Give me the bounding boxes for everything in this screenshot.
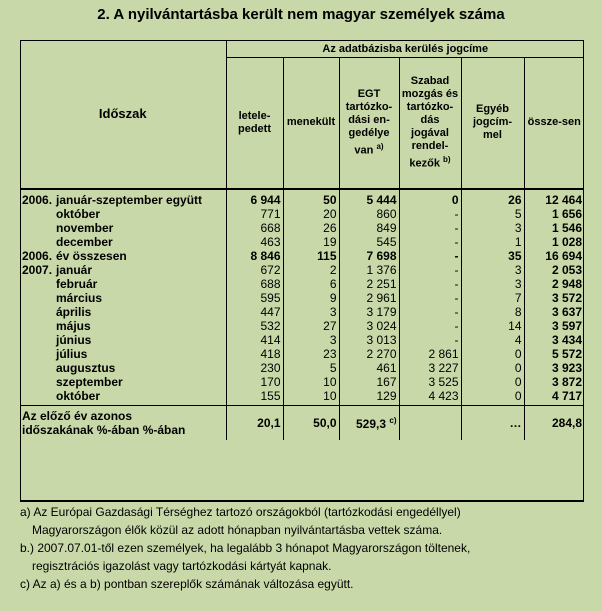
col-header-settled: letele-pedett — [226, 58, 283, 189]
footnote-b-line1: b.) 2007.07.01-től ezen személyek, ha legalább 3 hónapot Magyarországon töltenek, — [20, 541, 471, 555]
table-cell: 14 — [461, 319, 524, 333]
table-cell: 3 872 — [524, 375, 584, 389]
footer-value: 50,0 — [283, 405, 339, 440]
table-title: 2. A nyilvántartásba került nem magyar személyek száma — [97, 6, 505, 23]
row-label: december — [56, 234, 113, 249]
table-cell: 1 546 — [524, 221, 584, 235]
table-cell: 170 — [226, 375, 283, 389]
table-cell: 4 — [461, 333, 524, 347]
data-table — [20, 40, 584, 440]
table-cell: 3 434 — [524, 333, 584, 347]
table-row — [20, 319, 584, 333]
table-cell: 2 861 — [399, 347, 461, 361]
table-cell: 414 — [226, 333, 283, 347]
table-cell: 1 028 — [524, 235, 584, 249]
row-label: május — [56, 318, 91, 333]
col-header-other: Egyéb jogcím-mel — [461, 58, 524, 189]
row-label: október — [56, 388, 101, 403]
table-cell: 0 — [461, 389, 524, 406]
table-cell: 35 — [461, 249, 524, 263]
row-label: június — [56, 332, 92, 347]
table-cell: - — [399, 235, 461, 249]
group-header: Az adatbázisba kerülés jogcíme — [226, 41, 584, 58]
footer-row — [20, 405, 584, 440]
table-cell: 849 — [339, 221, 399, 235]
table-row — [20, 263, 584, 277]
row-label: november — [56, 220, 114, 235]
table-cell: 6 — [283, 277, 339, 291]
footnotes — [20, 500, 584, 593]
table-cell: 2 961 — [339, 291, 399, 305]
row-label: március — [56, 290, 103, 305]
table-cell: 3 597 — [524, 319, 584, 333]
table-cell: 5 — [461, 207, 524, 221]
table-cell: 0 — [461, 375, 524, 389]
period-header: Időszak — [20, 41, 226, 189]
footer-value: 20,1 — [226, 405, 283, 440]
table-cell: 5 444 — [339, 189, 399, 207]
row-label: 2006. év összesen — [22, 248, 127, 263]
footnote-a-line2: Magyarországon élők közül az adott hónapban nyilvántartásba vettek száma. — [32, 523, 443, 537]
footnote-b-line2: regisztrációs igazolást vagy tartózkodási kártyát kapnak. — [32, 559, 332, 573]
table-cell: - — [399, 221, 461, 235]
table-row — [20, 249, 584, 263]
row-label: február — [56, 276, 98, 291]
table-cell: 10 — [283, 389, 339, 406]
row-label: szeptember — [56, 374, 123, 389]
table-row — [20, 361, 584, 375]
table-cell: 12 464 — [524, 189, 584, 207]
table-row — [20, 207, 584, 221]
table-cell: 26 — [461, 189, 524, 207]
table-cell: 3 013 — [339, 333, 399, 347]
table-row — [20, 375, 584, 389]
row-label: 2006. január-szeptember együtt — [20, 189, 226, 207]
table-row — [20, 305, 584, 319]
table-cell: 771 — [226, 207, 283, 221]
table-row — [20, 221, 584, 235]
table-row — [20, 189, 584, 207]
table-cell: 8 846 — [226, 249, 283, 263]
footer-label: Az előző év azonos időszakának %-ában %-ában — [20, 405, 226, 440]
table-cell: 3 — [461, 263, 524, 277]
col-header-total: össze-sen — [524, 58, 584, 189]
footer-value: 284,8 — [524, 405, 584, 440]
table-cell: 1 — [461, 235, 524, 249]
table-cell: - — [399, 305, 461, 319]
table-cell: - — [399, 333, 461, 347]
table-cell: - — [399, 277, 461, 291]
table-cell: 167 — [339, 375, 399, 389]
table-cell: 230 — [226, 361, 283, 375]
table-cell: 3 — [461, 221, 524, 235]
table-cell: 26 — [283, 221, 339, 235]
table-cell: 155 — [226, 389, 283, 406]
table-cell: - — [399, 263, 461, 277]
table-cell: - — [399, 249, 461, 263]
table-cell: 6 944 — [226, 189, 283, 207]
table-cell: 688 — [226, 277, 283, 291]
footer-value: 529,3 $^{c)}$ — [339, 405, 399, 440]
table-cell: 23 — [283, 347, 339, 361]
table-cell: 860 — [339, 207, 399, 221]
table-cell: 3 572 — [524, 291, 584, 305]
table-cell: 532 — [226, 319, 283, 333]
table-cell: 2 948 — [524, 277, 584, 291]
table-row — [20, 291, 584, 305]
row-label: július — [56, 346, 88, 361]
table-cell: - — [399, 207, 461, 221]
table-cell: 3 024 — [339, 319, 399, 333]
table-row — [20, 347, 584, 361]
table-cell: 1 376 — [339, 263, 399, 277]
table-cell: - — [399, 319, 461, 333]
table-cell: 418 — [226, 347, 283, 361]
footnote-c: c) Az a) és a b) pontban szereplők számának változása együtt. — [20, 577, 354, 591]
table-cell: 7 698 — [339, 249, 399, 263]
table-cell: 3 525 — [399, 375, 461, 389]
table-cell: 1 656 — [524, 207, 584, 221]
table-cell: 0 — [399, 189, 461, 207]
col-header-eea: EGT tartózko-dási en-gedélye van $^{a)}$ — [339, 58, 399, 189]
table-cell: 9 — [283, 291, 339, 305]
table-cell: 595 — [226, 291, 283, 305]
table-cell: 2 053 — [524, 263, 584, 277]
table-cell: 672 — [226, 263, 283, 277]
table-cell: 16 694 — [524, 249, 584, 263]
table-row — [20, 389, 584, 406]
footer-value — [399, 405, 461, 440]
row-label: október — [56, 206, 101, 221]
table-cell: 2 251 — [339, 277, 399, 291]
footnote-a-line1: a) Az Európai Gazdasági Térséghez tartozó országokból (tartózkodási engedéllyel) — [20, 505, 461, 519]
table-cell: 5 — [283, 361, 339, 375]
table-cell: 8 — [461, 305, 524, 319]
table-cell: 3 — [461, 277, 524, 291]
table-cell: 545 — [339, 235, 399, 249]
col-header-refugee: menekült — [283, 58, 339, 189]
table-cell: 3 — [283, 305, 339, 319]
table-cell: 4 717 — [524, 389, 584, 406]
table-cell: 7 — [461, 291, 524, 305]
table-row — [20, 333, 584, 347]
table-cell: 10 — [283, 375, 339, 389]
table-cell: 3 227 — [399, 361, 461, 375]
table-cell: 2 — [283, 263, 339, 277]
table-cell: 447 — [226, 305, 283, 319]
table-cell: 4 423 — [399, 389, 461, 406]
table-cell: 668 — [226, 221, 283, 235]
table-cell: 129 — [339, 389, 399, 406]
table-cell: 115 — [283, 249, 339, 263]
table-row — [20, 277, 584, 291]
table-cell: 0 — [461, 347, 524, 361]
table-cell: 461 — [339, 361, 399, 375]
table-cell: 3 637 — [524, 305, 584, 319]
table-cell: - — [399, 291, 461, 305]
row-label: augusztus — [56, 360, 116, 375]
table-cell: 3 179 — [339, 305, 399, 319]
table-cell: 3 — [283, 333, 339, 347]
row-label: 2007. január — [22, 262, 93, 277]
col-header-free-movement: Szabad mozgás és tartózko-dás jogával rendel-kezők $^{b)}$ — [399, 58, 461, 189]
row-label: április — [56, 304, 92, 319]
table-cell: 463 — [226, 235, 283, 249]
table-cell: 5 572 — [524, 347, 584, 361]
table-cell: 2 270 — [339, 347, 399, 361]
table-cell: 20 — [283, 207, 339, 221]
table-cell: 0 — [461, 361, 524, 375]
table-cell: 27 — [283, 319, 339, 333]
table-row — [20, 235, 584, 249]
table-cell: 50 — [283, 189, 339, 207]
table-cell: 19 — [283, 235, 339, 249]
table-cell: 3 923 — [524, 361, 584, 375]
footer-value: … — [461, 405, 524, 440]
